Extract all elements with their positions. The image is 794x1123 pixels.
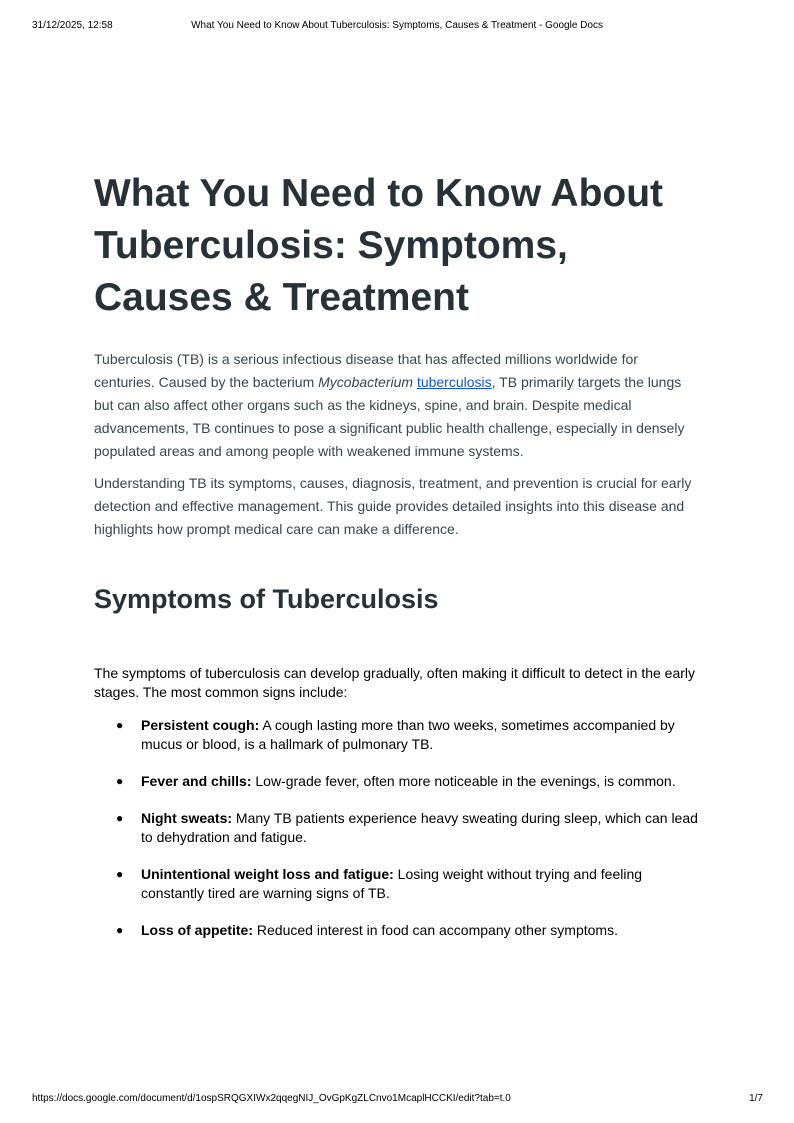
list-item-label: Loss of appetite: (141, 922, 254, 938)
symptoms-list (94, 716, 700, 940)
intro-p1-text: Tuberculosis (TB) is a serious infectious disease that has affected millions worldwide for centuries. Caused by the bacterium (94, 351, 638, 390)
document-body (94, 168, 700, 958)
list-item (94, 921, 700, 940)
intro-paragraph-2: Understanding TB its symptoms, causes, diagnosis, treatment, and prevention is crucial for early detection and effective management. This guide provides detailed insights into this disease and highlights how prompt medical care can make a difference. (94, 475, 692, 537)
print-header-title: What You Need to Know About Tuberculosis: Symptoms, Causes & Treatment - Google Docs (191, 20, 603, 31)
list-item-label: Unintentional weight loss and fatigue: (141, 866, 394, 882)
list-item (94, 772, 700, 791)
intro-paragraph-1 (94, 348, 700, 463)
print-header-datetime: 31/12/2025, 12:58 (32, 20, 113, 31)
list-item-text: Reduced interest in food can accompany other symptoms. (253, 922, 618, 938)
symptoms-heading: Symptoms of Tuberculosis (94, 584, 439, 614)
bullet-icon: ● (116, 718, 124, 732)
list-item (94, 809, 700, 847)
list-item-text: Low-grade fever, often more noticeable in the evenings, is common. (251, 773, 676, 789)
list-item-text: Losing weight without trying and feeling constantly tired are warning signs of TB. (141, 866, 643, 901)
intro-p1-italic: Mycobacterium (318, 374, 414, 390)
list-item-label: Fever and chills: (141, 773, 252, 789)
document-title: What You Need to Know About Tuberculosis: Symptoms, Causes & Treatment (94, 172, 664, 319)
list-item-text: Many TB patients experience heavy sweating during sleep, which can lead to dehydration and fatigue. (141, 810, 698, 845)
list-item-text: A cough lasting more than two weeks, sometimes accompanied by mucus or blood, is a hallmark of pulmonary TB. (141, 717, 675, 752)
intro-section (94, 348, 700, 541)
intro-p1-rest: , TB primarily targets the lungs but can also affect other organs such as the kidneys, spine, and brain. Despite medical advancements, TB continues to pose a significant public health challenge, especially in densely populated areas and among people with weakened immune systems. (94, 374, 685, 459)
list-item-label: Persistent cough: (141, 717, 260, 733)
list-item (94, 716, 700, 754)
bullet-icon: ● (116, 774, 124, 788)
bullet-icon: ● (116, 867, 124, 881)
bullet-icon: ● (116, 811, 124, 825)
bullet-icon: ● (116, 923, 124, 937)
list-item (94, 865, 700, 903)
print-footer-url: https://docs.google.com/document/d/1ospSRQGXIWx2qqegNIJ_OvGpKgZLCnvo1McaplHCCKI/edit?tab=t.0 (32, 1093, 511, 1104)
print-footer-page-number: 1/7 (749, 1093, 763, 1104)
list-item-label: Night sweats: (141, 810, 233, 826)
symptoms-lead: The symptoms of tuberculosis can develop gradually, often making it difficult to detect in the early stages. The most common signs include: (94, 665, 696, 700)
tuberculosis-link[interactable]: tuberculosis (416, 374, 492, 390)
